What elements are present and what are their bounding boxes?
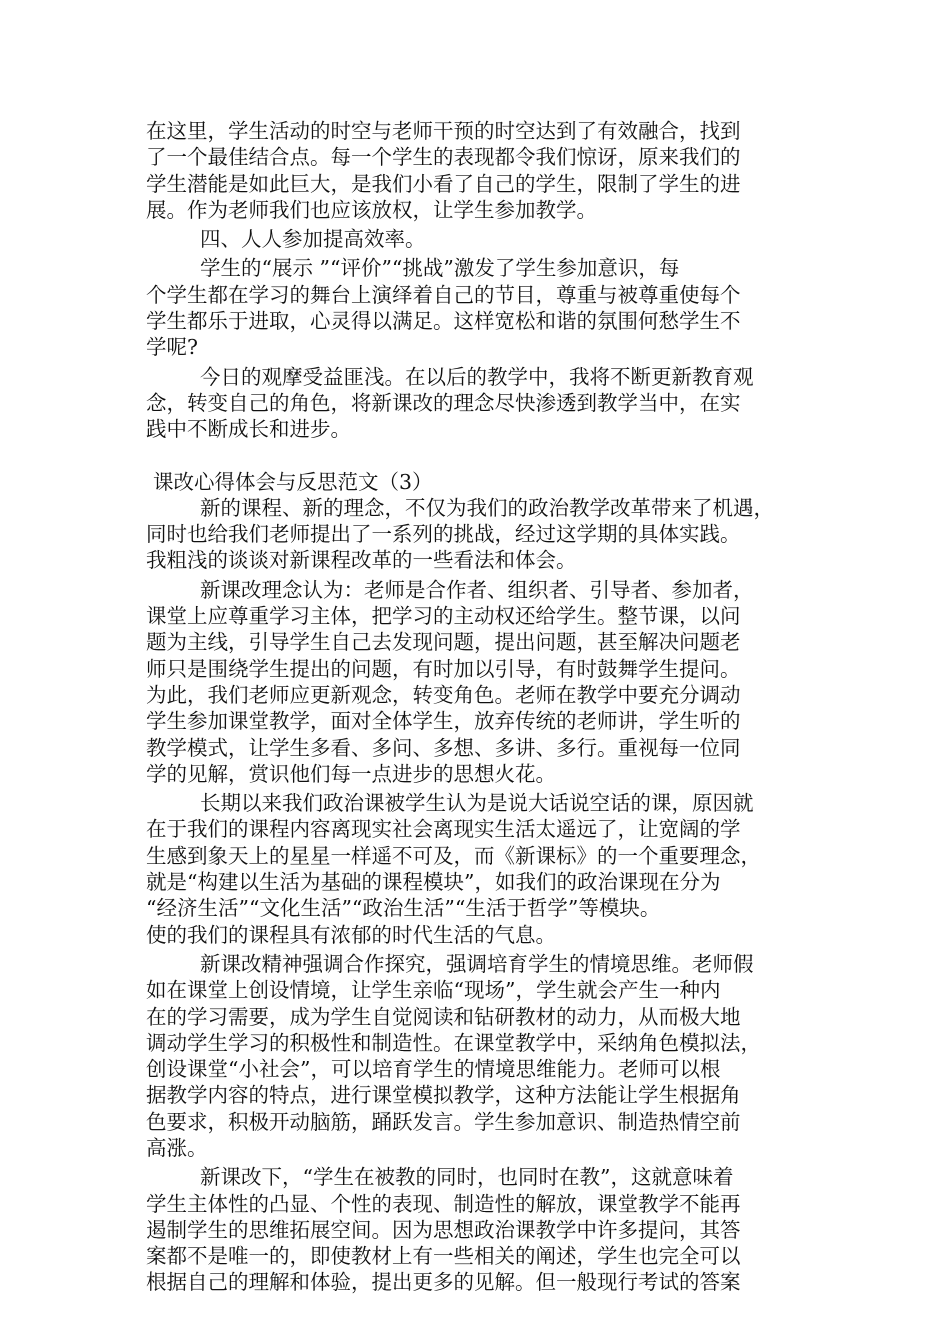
text-line: 同时也给我们老师提出了一系列的挑战，经过这学期的具体实践。 xyxy=(146,522,741,547)
text-line: 教学模式，让学生多看、多问、多想、多讲、多行。重视每一位同 xyxy=(146,735,741,760)
text-line: 高涨。 xyxy=(146,1135,208,1160)
closing-paragraph xyxy=(146,364,806,443)
text-line: 学呢? xyxy=(146,335,198,360)
text-line: 学的见解，赏识他们每一点进步的思想火花。 xyxy=(146,761,556,786)
point-four-heading: 四、人人参加提高效率。 xyxy=(200,227,426,252)
text-line: 师只是围绕学生提出的问题，有时加以引导，有时鼓舞学生提问。 xyxy=(146,656,741,681)
paragraph-4 xyxy=(146,951,806,1161)
text-line: 在于我们的课程内容离现实社会离现实生活太遥远了，让宽阔的学 xyxy=(146,817,741,842)
text-line: 如在课堂上创设情境，让学生亲临“现场”，学生就会产生一种内 xyxy=(146,978,721,1003)
text-line: 念，转变自己的角色，将新课改的理念尽快渗透到教学当中，在实 xyxy=(146,390,741,415)
text-line: 遏制学生的思维拓展空间。因为思想政治课教学中许多提问，其答 xyxy=(146,1217,741,1242)
text-line: 根据自己的理解和体验，提出更多的见解。但一般现行考试的答案 xyxy=(146,1270,741,1295)
text-line: 生感到象天上的星星一样遥不可及，而《新课标》的一个重要理念， xyxy=(146,843,761,868)
text-line: 课堂上应尊重学习主体，把学习的主动权还给学生。整节课，以问 xyxy=(146,604,741,629)
text-line: 新课改下，“学生在被教的同时，也同时在教”，这就意味着 xyxy=(200,1165,734,1190)
paragraph-2 xyxy=(146,577,806,787)
paragraph-3 xyxy=(146,790,806,948)
text-line: 为此，我们老师应更新观念，转变角色。老师在教学中要充分调动 xyxy=(146,682,741,707)
text-line: 据教学内容的特点，进行课堂模拟教学，这种方法能让学生根据角 xyxy=(146,1083,741,1108)
text-line: 学生都乐于进取，心灵得以满足。这样宽松和谐的氛围何愁学生不 xyxy=(146,309,741,334)
text-line: 在的学习需要，成为学生自觉阅读和钻研教材的动力，从而极大地 xyxy=(146,1004,741,1029)
text-line: 学生主体性的凸显、个性的表现、制造性的解放，课堂教学不能再 xyxy=(146,1191,741,1216)
paragraph-1 xyxy=(146,495,806,574)
text-line: 新的课程、新的理念，不仅为我们的政治教学改革带来了机遇， xyxy=(200,495,774,520)
text-line: 就是“构建以生活为基础的课程模块”，如我们的政治课现在分为 xyxy=(146,870,721,895)
text-line: 个学生都在学习的舞台上演绎着自己的节目，尊重与被尊重使每个 xyxy=(146,282,741,307)
document-page xyxy=(146,118,806,1296)
text-line: 创设课堂“小社会”，可以培育学生的情境思维能力。老师可以根 xyxy=(146,1057,721,1082)
section-2-continuation xyxy=(146,118,806,223)
text-line: 使的我们的课程具有浓郁的时代生活的气息。 xyxy=(146,922,556,947)
text-line: 题为主线，引导学生自己去发现问题，提出问题，甚至解决问题老 xyxy=(146,630,741,655)
text-line: 践中不断成长和进步。 xyxy=(146,417,351,442)
text-line: 新课改精神强调合作探究，强调培育学生的情境思维。老师假 xyxy=(200,951,754,976)
text-line: 在这里，学生活动的时空与老师干预的时空达到了有效融合，找到 xyxy=(146,119,741,143)
text-line: 我粗浅的谈谈对新课程改革的一些看法和体会。 xyxy=(146,548,577,573)
section-3-title: 课改心得体会与反思范文（3） xyxy=(153,469,433,494)
text-line: 学生潜能是如此巨大，是我们小看了自己的学生，限制了学生的进 xyxy=(146,171,741,196)
text-line: “经济生活”“文化生活”“政治生活”“生活于哲学”等模块。 xyxy=(146,896,661,921)
text-line: 今日的观摩受益匪浅。在以后的教学中，我将不断更新教育观 xyxy=(200,364,754,389)
text-line: 案都不是唯一的，即使教材上有一些相关的阐述，学生也完全可以 xyxy=(146,1244,741,1269)
text-line: 了一个最佳结合点。每一个学生的表现都令我们惊讶，原来我们的 xyxy=(146,145,741,170)
paragraph-5 xyxy=(146,1164,806,1295)
text-line: 学生参加课堂教学，面对全体学生，放弃传统的老师讲，学生听的 xyxy=(146,709,741,734)
text-line: 调动学生学习的积极性和制造性。在课堂教学中，采纳角色模拟法， xyxy=(146,1030,761,1055)
text-line: 长期以来我们政治课被学生认为是说大话说空话的课，原因就 xyxy=(200,791,754,816)
text-line: 色要求，积极开动脑筋，踊跃发言。学生参加意识、制造热情空前 xyxy=(146,1109,741,1134)
point-four-paragraph xyxy=(146,255,806,360)
text-line: 展。作为老师我们也应该放权，让学生参加教学。 xyxy=(146,197,597,222)
text-line: 学生的“展示 ”“评价”“挑战”激发了学生参加意识，每 xyxy=(200,256,680,281)
text-line: 新课改理念认为：老师是合作者、组织者、引导者、参加者， xyxy=(200,577,754,602)
